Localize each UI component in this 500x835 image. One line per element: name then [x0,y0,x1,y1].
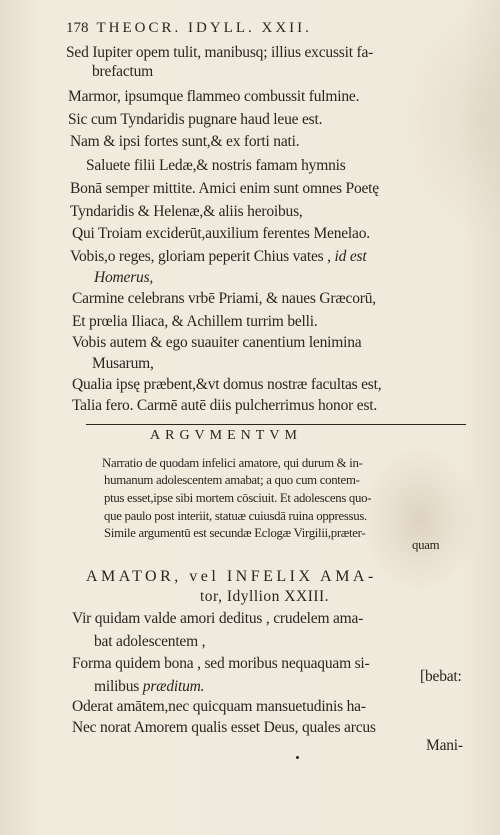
verse-line: Nam & ipsi fortes sunt,& ex forti nati. [70,133,300,150]
verse-line [70,248,366,266]
poem-line: Oderat amātem,nec quicquam mansuetudinis ha- [72,698,366,715]
verse-line: Qui Troiam exciderūt,auxilium ferentes Menelao. [72,225,370,242]
argument-heading: ARGVMENTVM [150,428,302,443]
verse-line: Sed Iupiter opem tulit, manibusq; illius excussit fa- [66,44,374,61]
verse-line: Tyndaridis & Helenæ,& aliis heroibus, [70,203,303,220]
verse-line: Qualia ipsę præbent,&vt domus nostræ facultas est, [72,376,382,393]
argument-line: humanum adolescentem amabat; a quo cum contem- [104,473,360,487]
section-rule [86,424,466,425]
verse-line: Marmor, ipsumque flammeo combussit fulmine. [68,88,360,105]
verse-line: Sic cum Tyndaridis pugnare haud leue est. [68,111,323,128]
signature-mark [296,756,299,759]
poem-title: AMATOR, vel INFELIX AMA- [86,568,377,585]
catchword: Mani- [426,737,463,754]
poem-italic-word: præditum. [142,678,205,695]
argument-line: ptus esset,ipse sibi mortem cōsciuit. Et adolescens quo- [104,491,372,505]
verse-line: Saluete filii Ledæ,& nostris famam hymnis [86,157,346,174]
poem-line: Vir quidam valde amori deditus , crudelem ama- [72,610,364,627]
verse-line: Carmine celebrans vrbē Priami, & naues Græcorū, [72,290,376,307]
gloss-homerus: Homerus, [94,269,154,286]
poem-subtitle: tor, Idyllion XXIII. [200,588,330,605]
poem-turnover: [bebat: [420,668,462,685]
gloss-id-est: id est [334,248,367,265]
poem-line: bat adolescentem , [94,633,206,650]
poem-text: milibus [94,678,140,695]
poem-line: Nec norat Amorem qualis esset Deus, quales arcus [72,719,376,736]
argument-line: Simile argumentū est secundæ Eclogæ Virgilii,præter- [104,526,366,540]
verse-line: Musarum, [92,355,154,372]
argument-line: Narratio de quodam infelici amatore, qui durum & in- [102,456,363,470]
poem-line: Forma quidem bona , sed moribus nequaquam si- [72,655,370,672]
argument-line: que paulo post interiit, statuæ cuiusdā ruina oppressus. [104,509,367,523]
verse-line: Talia fero. Carmē autē diis pulcherrimus honor est. [72,397,378,414]
poem-line [94,678,204,696]
page-number: 178 [66,20,89,36]
verse-text: Vobis,o reges, gloriam peperit Chius vates , [70,248,331,265]
argument-catchword: quam [412,538,440,552]
verse-line: Et prœlia Iliaca, & Achillem turrim belli. [72,313,318,330]
running-title: THEOCR. IDYLL. XXII. [96,20,312,36]
verse-line: brefactum [92,63,154,80]
running-header [66,20,312,37]
verse-line: Bonā semper mittite. Amici enim sunt omnes Poetę [70,180,379,197]
verse-line: Vobis autem & ego suauiter canentium lenimina [72,334,362,351]
